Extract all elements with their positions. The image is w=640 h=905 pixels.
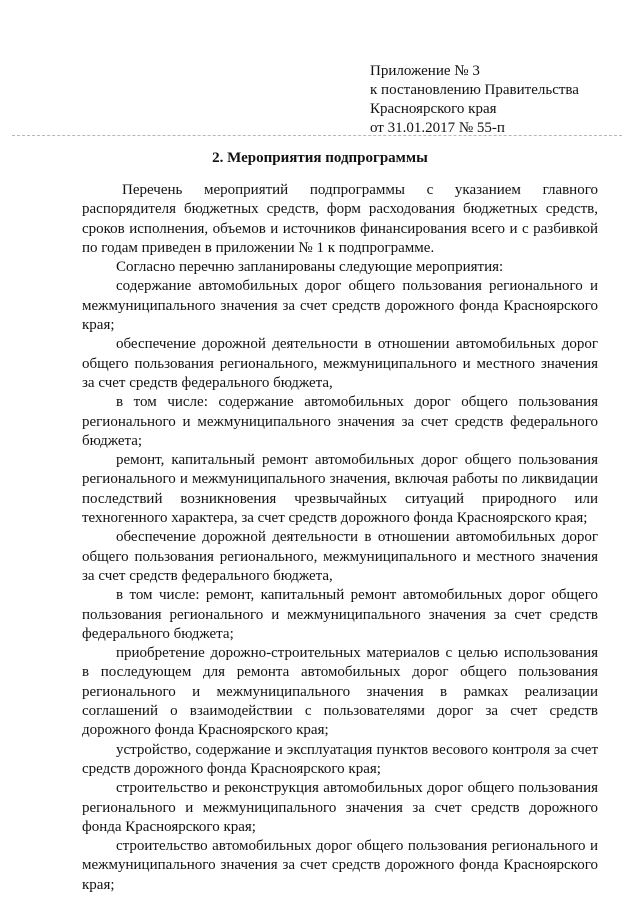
paragraph: строительство автомобильных дорог общего пользования регионального и межмуниципального значения за счет средств дорожного фонда Красноярского края;: [82, 838, 598, 893]
paragraph: содержание автомобильных дорог общего пользования регионального и межмуниципального значения за счет средств дорожного фонда Красноярского края;: [82, 278, 598, 334]
paragraph: обеспечение дорожной деятельности в отношении автомобильных дорог общего пользования регионального, межмуниципального и местного значения за счет средств федерального бюджета,: [82, 529, 598, 584]
paragraph: обеспечение дорожной деятельности в отношении автомобильных дорог общего пользования регионального, межмуниципального и местного значения за счет средств федерального бюджета,: [82, 336, 598, 391]
appendix-number: Приложение № 3: [370, 63, 480, 79]
paragraph: в том числе: содержание автомобильных дорог общего пользования регионального и межмуниципального значения за счет средств федерального бюджета;: [82, 394, 598, 449]
paragraph: Согласно перечню запланированы следующие мероприятия:: [116, 259, 504, 276]
paragraph: в том числе: ремонт, капитальный ремонт автомобильных дорог общего пользования регионального и межмуниципального значения за счет средств федерального бюджета;: [82, 587, 598, 642]
section-heading: 2. Мероприятия подпрограммы: [212, 150, 428, 166]
paragraph: приобретение дорожно-строительных материалов с целью использования в последующем для ремонта автомобильных дорог общего пользования регионального и межмуниципального значения в рамках реализации соглашений о взаимодействии с пользователями дорог за счет средств дорожного фонда Красноярского края;: [82, 645, 598, 739]
paragraph: ремонт, капитальный ремонт автомобильных дорог общего пользования регионального и межмуниципального значения, включая работы по ликвидации последствий возникновения чрезвычайных ситуаций природного или техногенного характера, за счет средств дорожного фонда Красноярского края;: [82, 452, 598, 527]
appendix-resolution: к постановлению Правительства: [370, 82, 579, 98]
appendix-note: [370, 62, 630, 138]
paragraph: строительство и реконструкция автомобильных дорог общего пользования регионального и межмуниципального значения за счет средств дорожного фонда Красноярского края;: [82, 780, 598, 835]
paragraph: Перечень мероприятий подпрограммы с указанием главного распорядителя бюджетных средств, форм расходования бюджетных средств, сроков исполнения, объемов и источников финансирования всего и с разбивкой по годам приведен в приложении № 1 к подпрограмме.: [82, 182, 598, 256]
scan-divider: [12, 135, 622, 136]
document-body: [82, 181, 598, 895]
paragraph: устройство, содержание и эксплуатация пунктов весового контроля за счет средств дорожного фонда Красноярского края;: [82, 741, 598, 777]
appendix-date: от 31.01.2017 № 55-п: [370, 120, 505, 136]
appendix-region: Красноярского края: [370, 101, 497, 117]
